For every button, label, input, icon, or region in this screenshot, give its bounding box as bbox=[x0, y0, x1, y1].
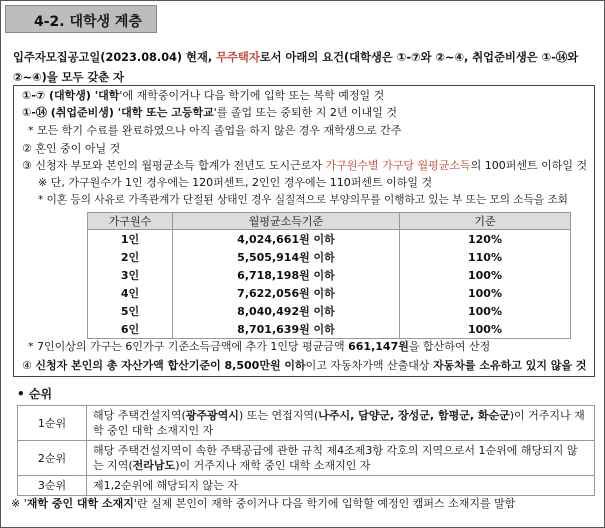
rank-heading: • 순위 bbox=[17, 387, 53, 401]
income-criteria-table bbox=[87, 212, 571, 339]
rank-2-label: 2순위 bbox=[18, 441, 87, 476]
rank-1-label: 1순위 bbox=[18, 406, 87, 441]
col-household-size: 가구원수 bbox=[88, 213, 173, 230]
rank-2-desc: 해당 주택건설지역이 속한 주택공급에 관한 규칙 제4조제3항 각호의 지역으로서 1순위에 해당되지 않는 지역(전라남도)이 거주지나 재학 중인 대학 소재지인 자 bbox=[87, 441, 595, 476]
table-header-row bbox=[88, 213, 571, 230]
req-note-enrolled: * 모든 학기 수료를 완료하였으나 아직 졸업을 하지 않은 경우 재학생으로 간주 bbox=[28, 124, 402, 137]
table-row: 5인 8,040,492원 이하 100% bbox=[88, 302, 571, 320]
rank-1-desc: 해당 주택건설지역(광주광역시) 또는 연접지역(나주시, 담양군, 장성군, 함평군, 화순군)이 거주지나 재학 중인 대학 소재지인 자 bbox=[87, 406, 595, 441]
table-row bbox=[18, 406, 595, 441]
req-job-seeker: ①-⑭ (취업준비생) '대학 또는 고등학교'를 졸업 또는 중퇴한 지 2년 이내일 것 bbox=[22, 106, 398, 119]
priority-rank-table bbox=[17, 405, 595, 496]
footnote: ※ '재학 중인 대학 소재지'란 실제 본인이 재학 중이거나 다음 학기에 입학할 예정인 캠퍼스 소재지를 말함 bbox=[11, 497, 516, 510]
req-university: ①-⑦ (대학생) '대학'에 재학중이거나 다음 학기에 입학 또는 복학 예정일 것 bbox=[22, 89, 385, 102]
table-row: 2인 5,505,914원 이하 110% bbox=[88, 248, 571, 266]
table-row: 6인 8,701,639원 이하 100% bbox=[88, 320, 571, 339]
col-income-criteria: 월평균소득기준 bbox=[173, 213, 400, 230]
rank-3-desc: 제1,2순위에 해당되지 않는 자 bbox=[87, 476, 595, 496]
req-income-divorce-note: * 이혼 등의 사유로 가족관계가 단절된 상태인 경우 실질적으로 부양의무를 이행하고 있는 부 또는 모의 소득을 조회 bbox=[38, 194, 568, 206]
eligibility-intro bbox=[13, 48, 598, 88]
intro-text: 입주자모집공고일(2023.08.04) 현재, bbox=[13, 51, 217, 64]
intro-text-rest: 로서 아래의 요건(대학생은 ①-⑦와 ②~④, 취업준비생은 ①-⑭와 ②~④)을 모두 갖춘 자 bbox=[13, 51, 579, 84]
intro-highlight: 무주택자 bbox=[216, 51, 260, 64]
col-ratio: 기준 bbox=[400, 213, 571, 230]
table-row bbox=[18, 476, 595, 496]
req-income: ③ 신청자 부모와 본인의 월평균소득 합계가 전년도 도시근로자 가구원수별 가구당 월평균소득의 100퍼센트 이하일 것 bbox=[22, 159, 588, 172]
table-row bbox=[18, 441, 595, 476]
table-row: 1인 4,024,661원 이하 120% bbox=[88, 230, 571, 249]
rank-3-label: 3순위 bbox=[18, 476, 87, 496]
req-income-exception: ※ 단, 가구원수가 1인 경우에는 120퍼센트, 2인인 경우에는 110퍼센트 이하일 것 bbox=[38, 176, 433, 189]
section-title-box bbox=[5, 5, 157, 33]
table-row: 4인 7,622,056원 이하 100% bbox=[88, 284, 571, 302]
table-row: 3인 6,718,198원 이하 100% bbox=[88, 266, 571, 284]
req-large-household-note: * 7인이상의 가구는 6인가구 기준소득금액에 추가 1인당 평균금액 661,147원을 합산하여 산정 bbox=[28, 340, 491, 353]
req-assets: ④ 신청자 본인의 총 자산가액 합산기준이 8,500만원 이하이고 자동차가액 산출대상 자동차를 소유하고 있지 않을 것 bbox=[22, 359, 587, 372]
section-title: 4-2. 대학생 계층 bbox=[34, 14, 142, 30]
req-unmarried: ② 혼인 중이 아닐 것 bbox=[22, 142, 121, 155]
